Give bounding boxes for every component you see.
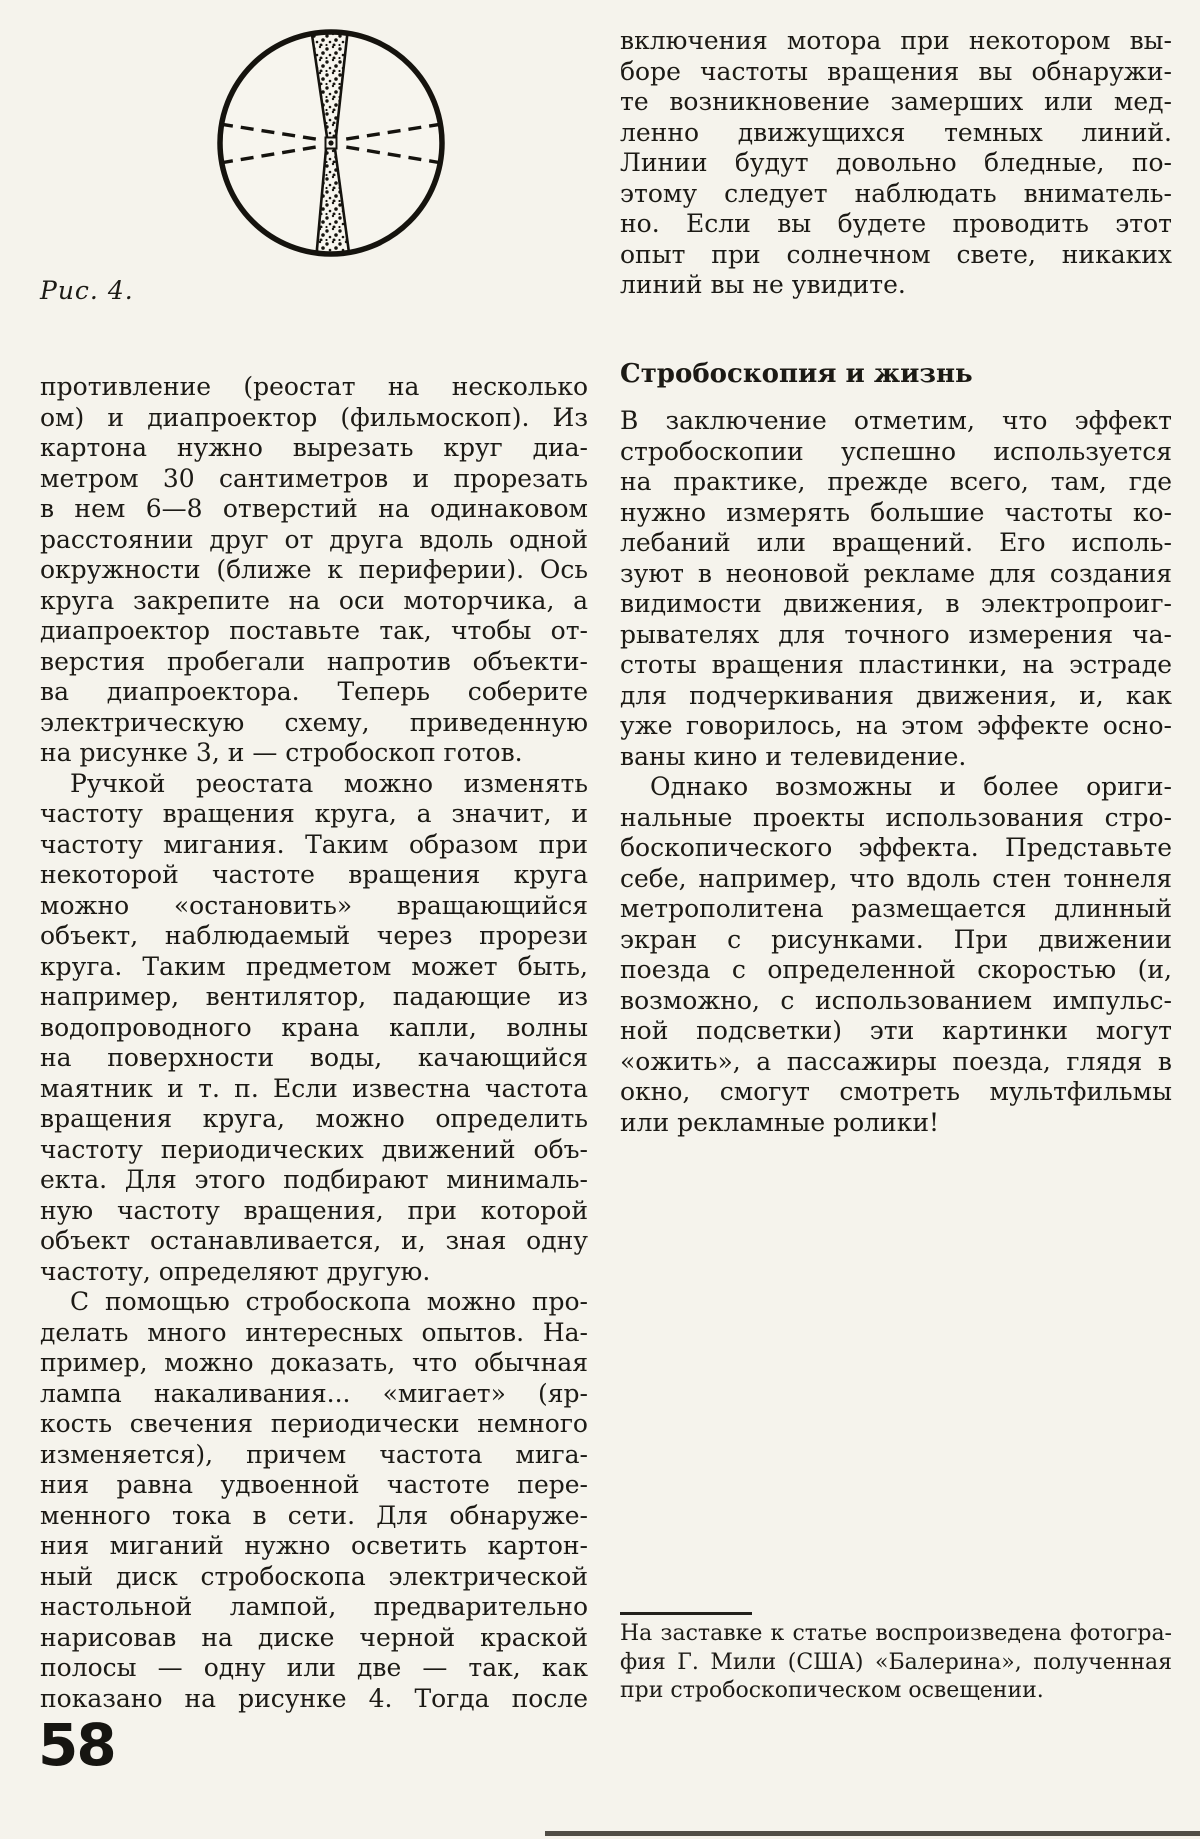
text-line: ния равна удвоенной частоте пере- bbox=[40, 1470, 588, 1499]
text-line: те возникновение замерших или мед- bbox=[620, 87, 1172, 116]
footnote bbox=[620, 1620, 1172, 1706]
text-line: стробоскопии успешно используется bbox=[620, 436, 1172, 466]
text-line: «ожить», а пассажиры поезда, глядя в bbox=[620, 1046, 1172, 1076]
text-line: расстоянии друг от друга вдоль одной bbox=[40, 524, 588, 554]
text-line: пример, можно доказать, что обычная bbox=[40, 1348, 588, 1377]
text-line: можно «остановить» вращающийся bbox=[40, 890, 588, 920]
text-line: уже говорилось, на этом эффекте осно- bbox=[620, 711, 1172, 740]
text-line: нарисовав на диске черной краской bbox=[40, 1622, 588, 1652]
text-line: показано на рисунке 4. Тогда после bbox=[40, 1683, 588, 1713]
text-line: частоту мигания. Таким образом при bbox=[40, 829, 588, 859]
text-line: ва диапроектора. Теперь соберите bbox=[40, 677, 588, 706]
text-line: при стробоскопическом освещении. bbox=[620, 1678, 1044, 1703]
text-line: себе, например, что вдоль стен тоннеля bbox=[620, 863, 1172, 893]
text-line: окно, смогут смотреть мультфильмы bbox=[620, 1077, 1172, 1106]
text-line: менного тока в сети. Для обнаруже- bbox=[40, 1500, 588, 1530]
text-line: екта. Для этого подбирают минималь- bbox=[40, 1165, 588, 1194]
text-line: поезда с определенной скоростью (и, bbox=[620, 955, 1172, 984]
text-line: нужно измерять большие частоты ко- bbox=[620, 497, 1172, 527]
text-line: метрополитена размещается длинный bbox=[620, 894, 1172, 923]
text-line: лебаний или вращений. Его исполь- bbox=[620, 528, 1172, 557]
text-line: боре частоты вращения вы обнаружи- bbox=[620, 56, 1172, 86]
figure-4-diagram bbox=[208, 20, 458, 270]
text-line: ную частоту вращения, при которой bbox=[40, 1195, 588, 1225]
text-line: стоты вращения пластинки, на эстраде bbox=[620, 650, 1172, 679]
text-line: боскопического эффекта. Представьте bbox=[620, 833, 1172, 862]
text-line: ом) и диапроектор (фильмоскоп). Из bbox=[40, 402, 588, 432]
text-line: вращения круга, можно определить bbox=[40, 1104, 588, 1133]
text-line: рывателях для точного измерения ча- bbox=[620, 619, 1172, 649]
text-line: метром 30 сантиметров и прорезать bbox=[40, 463, 588, 493]
text-line: объект, наблюдаемый через прорези bbox=[40, 921, 588, 950]
text-line: изменяется), причем частота мига- bbox=[40, 1439, 588, 1469]
paragraph bbox=[620, 1620, 1172, 1706]
text-line: нальные проекты использования стро- bbox=[620, 802, 1172, 832]
text-line: окружности (ближе к периферии). Ось bbox=[40, 555, 588, 584]
text-line: частоту вращения круга, а значит, и bbox=[40, 799, 588, 828]
text-line: полосы — одну или две — так, как bbox=[40, 1653, 588, 1682]
text-line: противление (реостат на несколько bbox=[40, 372, 588, 401]
text-line: диапроектор поставьте так, чтобы от- bbox=[40, 616, 588, 645]
text-line: этому следует наблюдать вниматель- bbox=[620, 178, 1172, 208]
text-line: В заключение отметим, что эффект bbox=[620, 406, 1172, 435]
text-line: ный диск стробоскопа электрической bbox=[40, 1561, 588, 1591]
text-line: включения мотора при некотором вы- bbox=[620, 26, 1172, 55]
text-line: на поверхности воды, качающийся bbox=[40, 1043, 588, 1072]
top-right-text-column bbox=[620, 26, 1172, 301]
footnote-divider bbox=[620, 1612, 752, 1615]
text-line: фия Г. Мили (США) «Балерина», полученная bbox=[620, 1649, 1172, 1675]
text-line: возможно, с использованием импульс- bbox=[620, 985, 1172, 1015]
text-line: Ручкой реостата можно изменять bbox=[70, 768, 588, 798]
text-line: опыт при солнечном свете, никаких bbox=[620, 239, 1172, 269]
text-line: или рекламные ролики! bbox=[620, 1107, 940, 1137]
text-line: объект останавливается, и, зная одну bbox=[40, 1226, 588, 1255]
text-line: ваны кино и телевидение. bbox=[620, 741, 967, 771]
text-line: кость свечения периодически немного bbox=[40, 1409, 588, 1438]
text-line: на рисунке 3, и — стробоскоп готов. bbox=[40, 738, 523, 767]
right-text-column bbox=[620, 406, 1172, 1138]
scan-edge-artifact bbox=[545, 1831, 1200, 1836]
text-line: водопроводного крана капли, волны bbox=[40, 1012, 588, 1042]
text-line: круга закрепите на оси моторчика, а bbox=[40, 585, 588, 615]
text-line: лампа накаливания... «мигает» (яр- bbox=[40, 1378, 588, 1408]
left-text-column bbox=[40, 372, 588, 1714]
paragraph bbox=[40, 372, 588, 769]
paragraph bbox=[40, 769, 588, 1288]
text-line: линий вы не увидите. bbox=[620, 270, 906, 299]
text-line: С помощью стробоскопа можно про- bbox=[70, 1287, 588, 1316]
text-line: видимости движения, в электропроиг- bbox=[620, 589, 1172, 618]
text-line: электрическую схему, приведенную bbox=[40, 707, 588, 737]
text-line: ной подсветки) эти картинки могут bbox=[620, 1016, 1172, 1045]
text-line: некоторой частоте вращения круга bbox=[40, 860, 588, 889]
text-line: настольной лампой, предварительно bbox=[40, 1592, 588, 1621]
text-line: частоту периодических движений объ- bbox=[40, 1134, 588, 1164]
text-line: зуют в неоновой рекламе для создания bbox=[620, 558, 1172, 588]
text-line: Однако возможны и более ориги- bbox=[650, 772, 1172, 801]
paragraph bbox=[620, 406, 1172, 772]
paragraph bbox=[40, 1287, 588, 1714]
text-line: на практике, прежде всего, там, где bbox=[620, 467, 1172, 496]
text-line: маятник и т. п. Если известна частота bbox=[40, 1073, 588, 1103]
text-line: экран с рисунками. При движении bbox=[620, 924, 1172, 954]
text-line: частоту, определяют другую. bbox=[40, 1256, 431, 1286]
paragraph bbox=[620, 26, 1172, 301]
text-line: На заставке к статье воспроизведена фотогра- bbox=[620, 1621, 1172, 1646]
text-line: делать много интересных опытов. На- bbox=[40, 1317, 588, 1347]
section-heading: Стробоскопия и жизнь bbox=[620, 359, 973, 389]
text-line: в нем 6—8 отверстий на одинаковом bbox=[40, 494, 588, 523]
text-line: но. Если вы будете проводить этот bbox=[620, 209, 1172, 238]
text-line: для подчеркивания движения, и, как bbox=[620, 680, 1172, 710]
text-line: ленно движущихся темных линий. bbox=[620, 117, 1172, 147]
text-line: ния миганий нужно осветить картон- bbox=[40, 1531, 588, 1560]
text-line: например, вентилятор, падающие из bbox=[40, 982, 588, 1011]
text-line: Линии будут довольно бледные, по- bbox=[620, 148, 1172, 177]
figure-caption: Рис. 4. bbox=[40, 276, 134, 305]
paragraph bbox=[620, 772, 1172, 1138]
text-line: круга. Таким предметом может быть, bbox=[40, 951, 588, 981]
page-number: 58 bbox=[38, 1711, 115, 1779]
text-line: верстия пробегали напротив объекти- bbox=[40, 646, 588, 676]
text-line: картона нужно вырезать круг диа- bbox=[40, 433, 588, 462]
